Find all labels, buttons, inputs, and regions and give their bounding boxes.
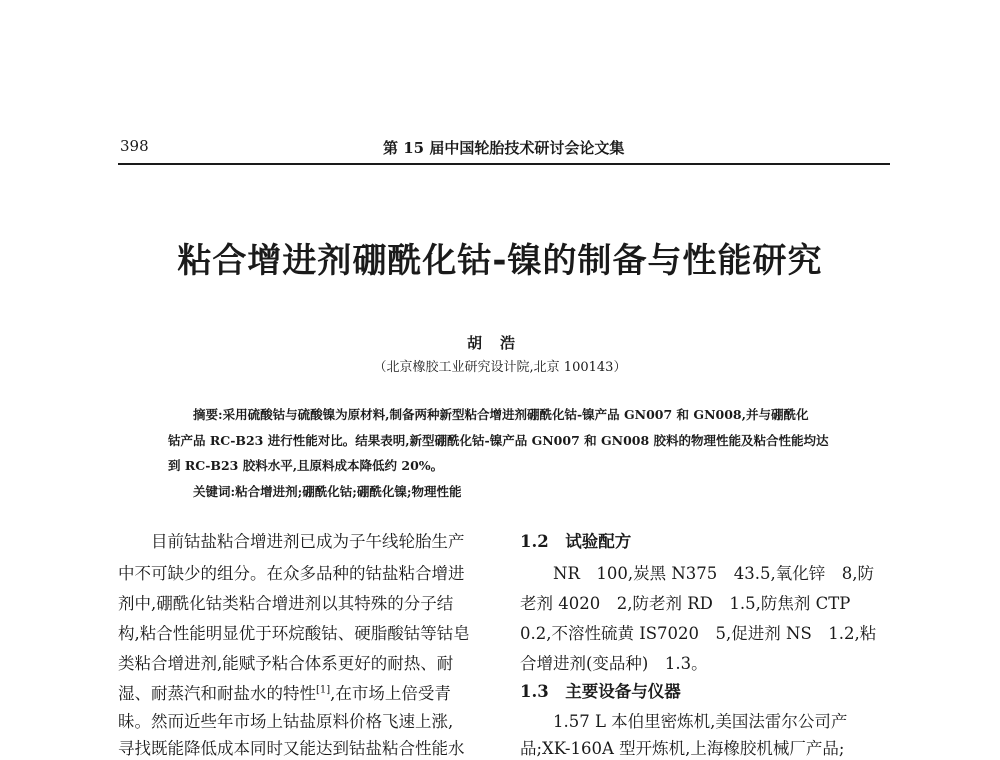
body-line: 寻找既能降低成本同时又能达到钴盐粘合性能水	[118, 739, 465, 758]
keywords: 关键词:粘合增进剂;硼酰化钴;硼酰化镍;物理性能	[193, 484, 462, 499]
body-line: 1.57 L 本伯里密炼机,美国法雷尔公司产	[520, 712, 848, 731]
body-line: 老剂 4020 2,防老剂 RD 1.5,防焦剂 CTP	[520, 594, 851, 613]
body-text: 湿、耐蒸汽和耐盐水的特性	[118, 684, 316, 703]
body-line: 剂中,硼酰化钴类粘合增进剂以其特殊的分子结	[118, 594, 454, 613]
affiliation: （北京橡胶工业研究设计院,北京 100143）	[373, 360, 627, 375]
body-line: 0.2,不溶性硫黄 IS7020 5,促进剂 NS 1.2,粘	[520, 624, 877, 643]
body-line: 构,粘合性能明显优于环烷酸钴、硬脂酸钴等钴皂	[118, 624, 470, 643]
abstract-line: 钴产品 RC-B23 进行性能对比。结果表明,新型硼酰化钴-镍产品 GN007 和 GN008 胶料的物理性能及粘合性能均达	[168, 433, 829, 448]
abstract-line: 到 RC-B23 胶料水平,且原料成本降低约 20%。	[168, 458, 444, 473]
section-heading: 1.2 试验配方	[520, 532, 632, 551]
body-line: 类粘合增进剂,能赋予粘合体系更好的耐热、耐	[118, 654, 454, 673]
body-line: 合增进剂(变品种) 1.3。	[520, 654, 708, 673]
body-line: 昧。然而近些年市场上钴盐原料价格飞速上涨,	[118, 712, 454, 731]
running-title: 第 15 届中国轮胎技术研讨会论文集	[383, 139, 625, 157]
body-text: ,在市场上倍受青	[330, 684, 451, 703]
body-line: 目前钴盐粘合增进剂已成为子午线轮胎生产	[118, 532, 465, 551]
page-number: 398	[120, 137, 149, 155]
citation-ref[interactable]: [1]	[316, 684, 331, 696]
body-line	[118, 680, 451, 704]
header-rule	[118, 163, 890, 165]
body-line: 中不可缺少的组分。在众多品种的钴盐粘合增进	[118, 564, 465, 583]
abstract-line: 摘要:采用硫酸钴与硫酸镍为原材料,制备两种新型粘合增进剂硼酰化钴-镍产品 GN007 和 GN008,并与硼酰化	[193, 407, 809, 422]
body-line: NR 100,炭黑 N375 43.5,氧化锌 8,防	[520, 564, 875, 583]
paper-title: 粘合增进剂硼酰化钴-镍的制备与性能研究	[177, 241, 823, 281]
body-line: 品;XK-160A 型开炼机,上海橡胶机械厂产品;	[520, 739, 845, 758]
author: 胡浩	[466, 334, 533, 352]
section-heading: 1.3 主要设备与仪器	[520, 682, 681, 701]
